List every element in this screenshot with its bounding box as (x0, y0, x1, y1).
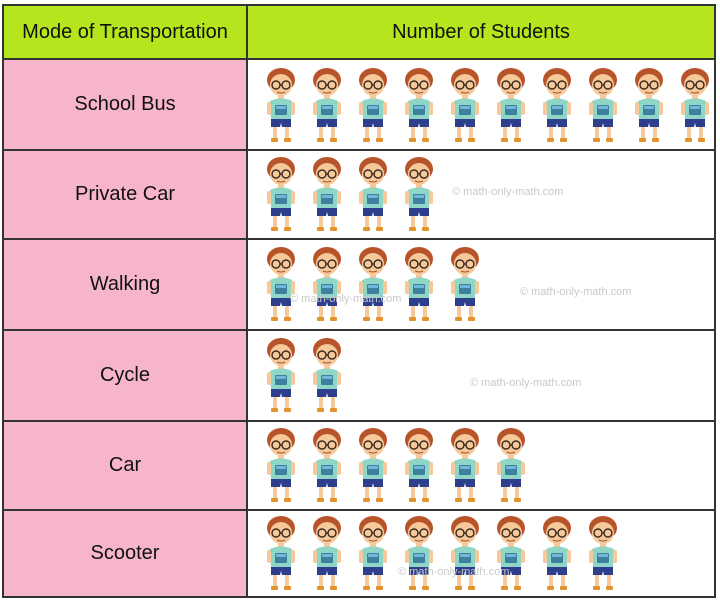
mode-label: Cycle (3, 330, 247, 421)
student-icon (350, 154, 396, 234)
student-icon (304, 65, 350, 145)
table-row (3, 150, 715, 239)
student-icon (396, 154, 442, 234)
watermark: © math-only-math.com (290, 293, 402, 305)
student-count-cell (247, 239, 715, 330)
watermark: © math-only-math.com (520, 286, 632, 298)
student-icon (258, 335, 304, 415)
student-icons (248, 151, 714, 238)
student-count-cell (247, 330, 715, 421)
student-icon (304, 335, 350, 415)
student-icon (350, 65, 396, 145)
student-icon (672, 65, 718, 145)
student-icons (248, 60, 714, 149)
student-count-cell (247, 150, 715, 239)
student-icon (350, 244, 396, 324)
student-icon (304, 425, 350, 505)
student-icon (442, 425, 488, 505)
student-count-cell (247, 59, 715, 150)
student-icons (248, 422, 714, 509)
student-icons (248, 511, 714, 596)
student-icon (304, 513, 350, 593)
student-icon (258, 244, 304, 324)
student-icon (304, 154, 350, 234)
pictograph-table (2, 4, 716, 598)
student-icon (534, 65, 580, 145)
student-icon (534, 513, 580, 593)
student-icon (396, 513, 442, 593)
mode-label: School Bus (3, 59, 247, 150)
student-icon (442, 244, 488, 324)
header-mode: Mode of Transportation (3, 5, 247, 59)
student-icon (442, 513, 488, 593)
student-icon (580, 513, 626, 593)
watermark: © math-only-math.com (470, 377, 582, 389)
mode-label: Private Car (3, 150, 247, 239)
student-icon (258, 154, 304, 234)
student-icon (442, 65, 488, 145)
student-icon (350, 513, 396, 593)
student-icon (626, 65, 672, 145)
student-icon (258, 425, 304, 505)
student-icon (488, 425, 534, 505)
student-icon (488, 65, 534, 145)
student-count-cell (247, 421, 715, 510)
student-icon (396, 65, 442, 145)
student-count-cell (247, 510, 715, 597)
student-icon (396, 425, 442, 505)
table-row (3, 239, 715, 330)
header-count: Number of Students (247, 5, 715, 59)
student-icon (258, 513, 304, 593)
student-icon (258, 65, 304, 145)
table-row (3, 421, 715, 510)
student-icon (580, 65, 626, 145)
watermark: © math-only-math.com (398, 566, 510, 578)
watermark: © math-only-math.com (452, 186, 564, 198)
student-icon (488, 513, 534, 593)
student-icons (248, 240, 714, 329)
student-icon (350, 425, 396, 505)
student-icons (248, 331, 714, 420)
student-icon (396, 244, 442, 324)
table-row (3, 59, 715, 150)
table-row (3, 330, 715, 421)
mode-label: Scooter (3, 510, 247, 597)
mode-label: Walking (3, 239, 247, 330)
student-icon (304, 244, 350, 324)
table-row (3, 510, 715, 597)
mode-label: Car (3, 421, 247, 510)
